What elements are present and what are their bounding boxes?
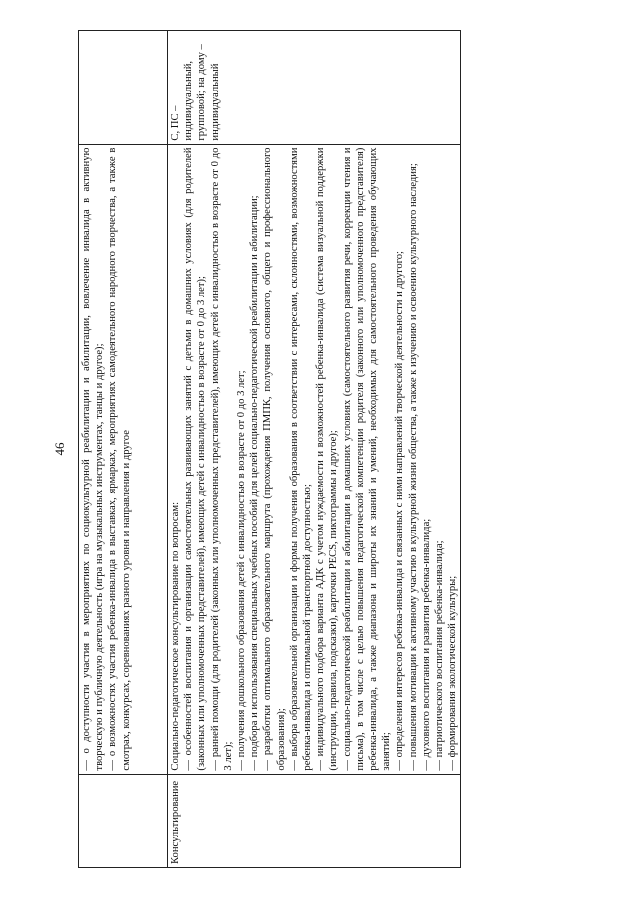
list-item: — индивидуального подбора варианта АДК с учетом нуждаемости и возможностей ребенка-инвалида (система визуальной поддержки (инструкции, правила, подсказки), карточки PECS, пиктограммы и другое);: [315, 147, 340, 771]
service-type-cell: [79, 774, 168, 867]
list-item: — о доступности участия в мероприятиях по социокультурной реабилитации и абилитации, вовлечение инвалида в активную творческую и публичную деятельность (игра на музыкальных инструментах, танцы и другое);: [81, 147, 106, 771]
table-row: [168, 31, 461, 868]
service-type-cell: Консультирование: [168, 774, 461, 867]
page-number: 46: [52, 442, 67, 456]
list-item: — особенностей воспитания и организации самостоятельных развивающих занятий с детьми в домашних условиях (для родителей (законных или уполномоченных представителей), имеющих детей с инвалидностью в возрасте от 0 до 3 лет);: [183, 147, 208, 771]
rotated-page: [50, 30, 610, 868]
list-item: — патриотического воспитания ребенка-инвалида;: [434, 540, 446, 771]
service-form-cell: [79, 31, 168, 145]
service-form-cell: С, ПС – индивидуальный, групповой; на дому – индивидуальный: [168, 31, 461, 145]
services-table: [78, 30, 461, 868]
list-item: — выбора образовательной организации и формы получения образования в соответствии с интересами, склонностями, возможностями ребенка-инвалида и оптимальной транспортной доступностью;: [288, 147, 314, 771]
list-item: — формирования экологической культуры;: [447, 575, 459, 771]
list-item: — разработки оптимального образовательного маршрута (прохождения ПМПК, получения основного, общего и профессионального образования);: [262, 147, 287, 771]
list-item: — о возможностях участия ребенка-инвалида в выставках, ярмарках, мероприятиях самодеятельного народного творчества, а также в смотрах, конкурсах, соревнованиях разного уровня и направления и другое: [107, 147, 132, 771]
list-item: — социально-педагогической реабилитации и абилитации в домашних условиях (самостоятельного развития речи, коррекции чтения и письма), в том числе с целью повышения педагогической компетенции родителя (законного или уполномоченного представителя) ребенка-инвалида, а также диапазона и широты их знаний и умений, необходимых для самостоятельного проведения обучающих занятий;: [341, 147, 393, 771]
list-item: — духовного воспитания и развития ребенка-инвалида;: [420, 518, 432, 771]
list-item: — ранней помощи (для родителей (законных или уполномоченных представителей), имеющих детей с инвалидностью в возрасте от 0 до 3 лет);: [209, 147, 234, 771]
service-content-cell: [79, 144, 168, 774]
list-item: — определения интересов ребенка-инвалида и связанных с ними направлений творческой деятельности и другого;: [394, 251, 406, 771]
service-content-cell: [168, 144, 461, 774]
section-heading: Социально-педагогическое консультирование по вопросам:: [170, 501, 181, 771]
list-item: — повышения мотивации к активному участию в культурной жизни общества, а также к изучению и освоению культурного наследия;: [407, 163, 419, 771]
table-row: [79, 31, 168, 868]
list-item: — подбора и использования специальных учебных пособий для целей социально-педагогической реабилитации и абилитации;: [249, 195, 261, 771]
list-item: — получения дошкольного образования детей с инвалидностью в возрасте от 0 до 3 лет;: [236, 370, 248, 771]
